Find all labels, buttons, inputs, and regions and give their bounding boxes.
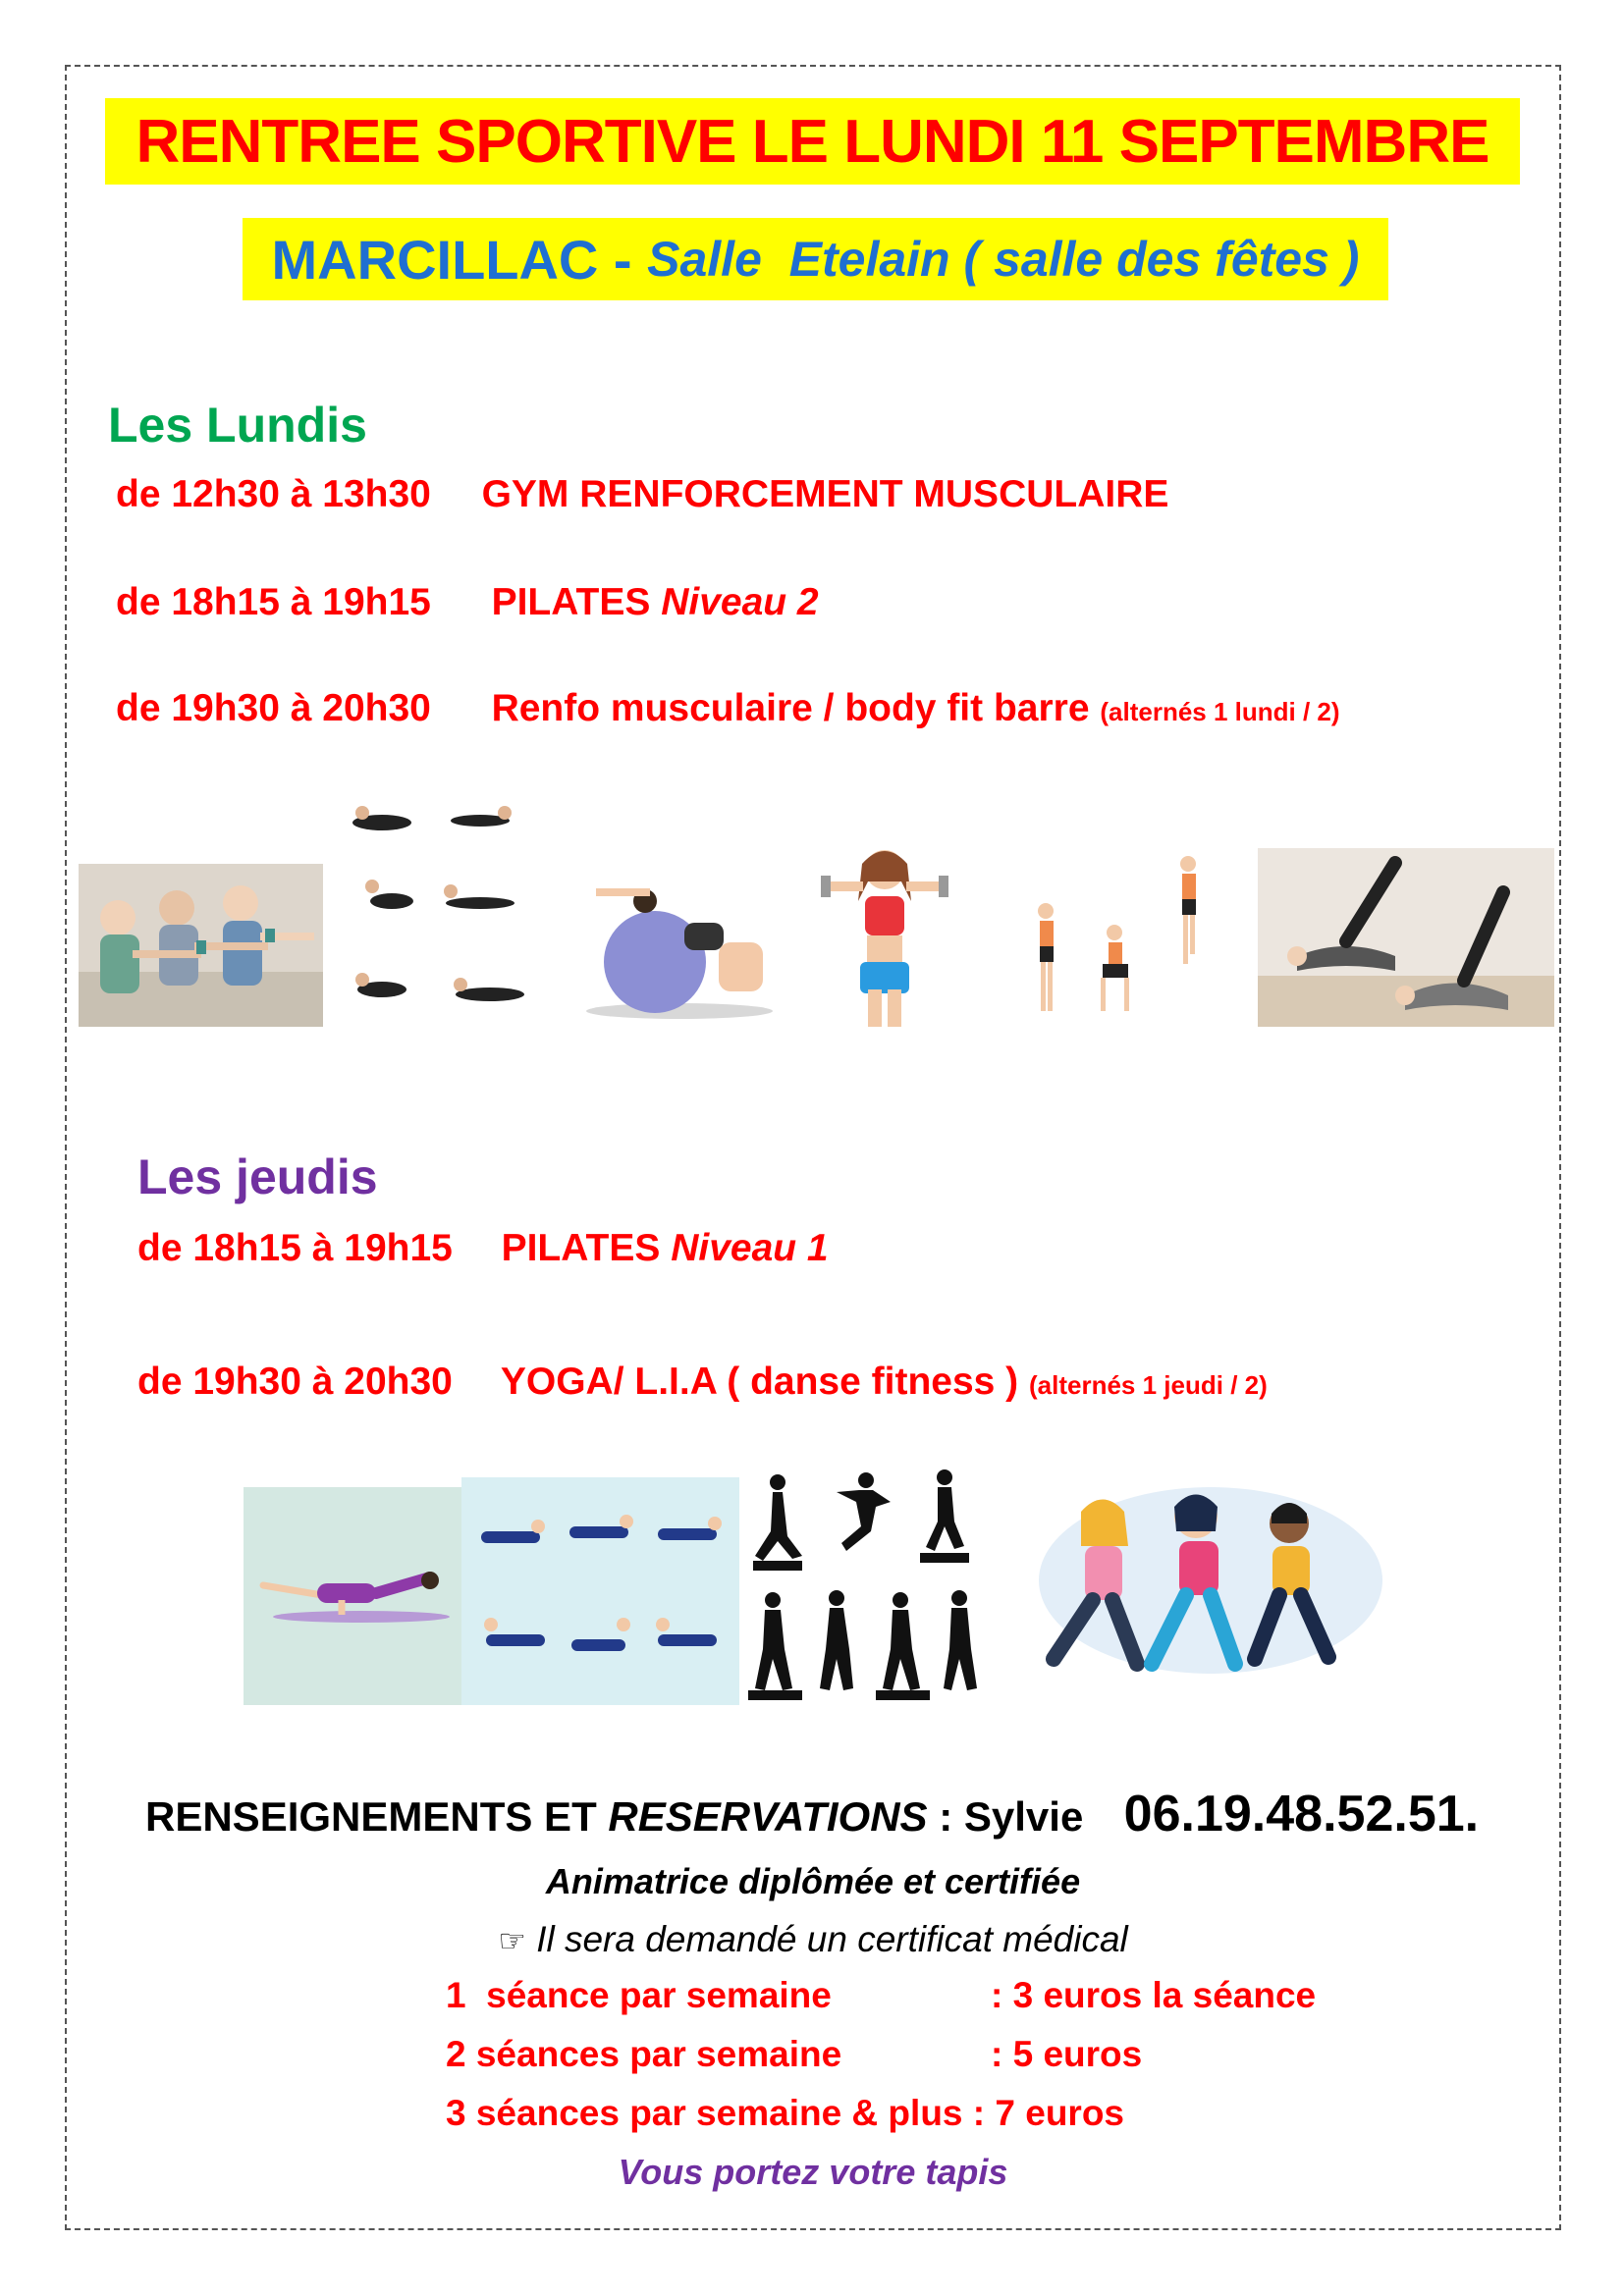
mat-reminder: Vous portez votre tapis — [618, 2152, 1008, 2192]
floor-sequence-photo — [461, 1477, 739, 1705]
squat-sequence-photo — [1006, 842, 1230, 1027]
mondays-heading: Les Lundis — [108, 398, 367, 453]
session-time: de 18h15 à 19h15 — [116, 581, 431, 623]
exercise-ball-photo — [576, 864, 783, 1027]
bird-dog-pose-photo — [244, 1487, 461, 1705]
monday-session-1 — [116, 473, 1168, 516]
session-time: de 19h30 à 20h30 — [137, 1361, 453, 1403]
thursday-session-1 — [137, 1227, 829, 1270]
session-activity: PILATES — [501, 1227, 661, 1269]
session-time: de 12h30 à 13h30 — [116, 473, 431, 515]
session-activity: GYM RENFORCEMENT MUSCULAIRE — [481, 473, 1169, 515]
pricing-row-1 — [446, 1975, 832, 2016]
pricing-label: 1 séance par semaine — [446, 1975, 832, 2015]
session-activity: Renfo musculaire / body fit barre — [491, 687, 1090, 729]
session-activity: PILATES — [491, 581, 651, 623]
dance-fitness-illustration — [995, 1463, 1383, 1695]
pricing-row-2 — [446, 2034, 841, 2075]
venue-banner — [243, 218, 1388, 300]
pricing-price-3: : 7 euros — [972, 2093, 1124, 2133]
session-time: de 19h30 à 20h30 — [116, 687, 431, 729]
info-label-end: : Sylvie — [927, 1793, 1084, 1840]
pricing-price-1: : 3 euros la séance — [991, 1975, 1317, 2015]
venue-hall: Salle Etelain ( salle des fêtes ) — [647, 232, 1360, 287]
monday-session-2 — [116, 581, 819, 624]
venue-town: MARCILLAC — [271, 228, 599, 291]
pointing-hand-icon: ☞ — [498, 1923, 526, 1958]
session-level: Niveau 2 — [661, 581, 819, 623]
venue-separator: - — [598, 228, 648, 291]
contact-phone[interactable]: 06.19.48.52.51. — [1123, 1786, 1480, 1842]
thursdays-heading: Les jeudis — [137, 1149, 378, 1204]
pricing-row-3 — [446, 2093, 1124, 2134]
woman-dumbbells-photo — [803, 842, 966, 1027]
info-label-italic: RESERVATIONS — [608, 1793, 928, 1840]
seniors-dumbbells-photo — [79, 864, 323, 1027]
pricing-label: 3 séances par semaine & plus — [446, 2093, 963, 2133]
barre-floor-photo — [1258, 848, 1554, 1027]
pricing-price-2: : 5 euros — [991, 2034, 1143, 2074]
thursday-session-2 — [137, 1361, 1268, 1404]
page-title: RENTREE SPORTIVE LE LUNDI 11 SEPTEMBRE — [105, 98, 1520, 185]
info-label-start: RENSEIGNEMENTS ET — [145, 1793, 609, 1840]
floor-exercises-photo — [343, 793, 563, 1027]
certificate-text: Il sera demandé un certificat médical — [536, 1919, 1128, 1959]
session-activity: YOGA/ L.I.A ( danse fitness ) — [500, 1361, 1019, 1403]
monday-session-3 — [116, 687, 1340, 730]
session-level: Niveau 1 — [671, 1227, 829, 1269]
info-line — [145, 1785, 1479, 1843]
pricing-label: 2 séances par semaine — [446, 2034, 842, 2074]
step-aerobics-silhouettes — [743, 1463, 985, 1705]
session-note: (alternés 1 jeudi / 2) — [1029, 1370, 1268, 1400]
session-note: (alternés 1 lundi / 2) — [1100, 697, 1340, 726]
certificate-line — [65, 1919, 1561, 1960]
session-time: de 18h15 à 19h15 — [137, 1227, 453, 1269]
page-border — [65, 65, 1561, 2230]
instructor-line: Animatrice diplômée et certifiée — [545, 1861, 1081, 1901]
